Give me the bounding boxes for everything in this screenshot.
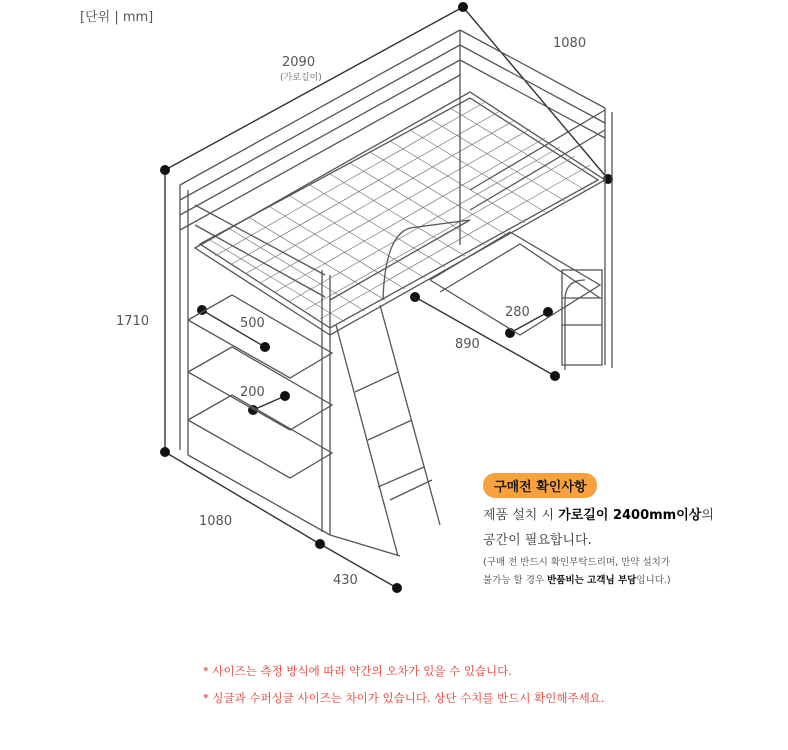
- notice-small-line-2: [483, 572, 783, 590]
- unit-label: [단위 | mm]: [80, 10, 154, 25]
- desk-width-label: 890: [455, 337, 480, 352]
- desk-depth-label: 280: [505, 305, 530, 320]
- notice-badge: 구매전 확인사항: [483, 473, 597, 498]
- notice-small-2-emphasis: 반품비는 고객님 부담: [547, 575, 637, 586]
- notice-line-1-emphasis: 가로길이 2400mm이상: [558, 508, 702, 523]
- shelf-gap-label: 200: [240, 385, 265, 400]
- length-note-label: (가로길이): [280, 73, 322, 83]
- height-label: 1710: [116, 314, 150, 329]
- footnotes: [203, 663, 604, 717]
- ladder-offset-label: 430: [333, 573, 358, 588]
- notice-small-line-1: (구매 전 반드시 확인부탁드리며, 만약 설치가: [483, 557, 671, 568]
- footnote-1: * 사이즈는 측정 방식에 따라 약간의 오차가 있을 수 있습니다.: [203, 664, 512, 678]
- notice-line-1-prefix: 제품 설치 시: [483, 508, 559, 523]
- depth-bottom-label: 1080: [199, 514, 233, 529]
- shelf-depth-label: 500: [240, 316, 265, 331]
- notice-small-2-prefix: 불가능 할 경우: [483, 575, 548, 586]
- depth-top-label: 1080: [553, 36, 587, 51]
- notice-line-2: 공간이 필요합니다.: [483, 533, 592, 548]
- footnote-2: * 싱글과 수퍼싱글 사이즈는 차이가 있습니다. 상단 수치를 반드시 확인해주세요.: [203, 691, 605, 705]
- notice-line-1: [483, 504, 783, 523]
- length-label: 2090: [282, 55, 316, 70]
- notice-line-1-suffix: 의: [701, 508, 714, 523]
- notice-small-2-suffix: 입니다.): [636, 575, 671, 586]
- purchase-notice: [483, 473, 783, 590]
- notice-small-text: [483, 554, 783, 590]
